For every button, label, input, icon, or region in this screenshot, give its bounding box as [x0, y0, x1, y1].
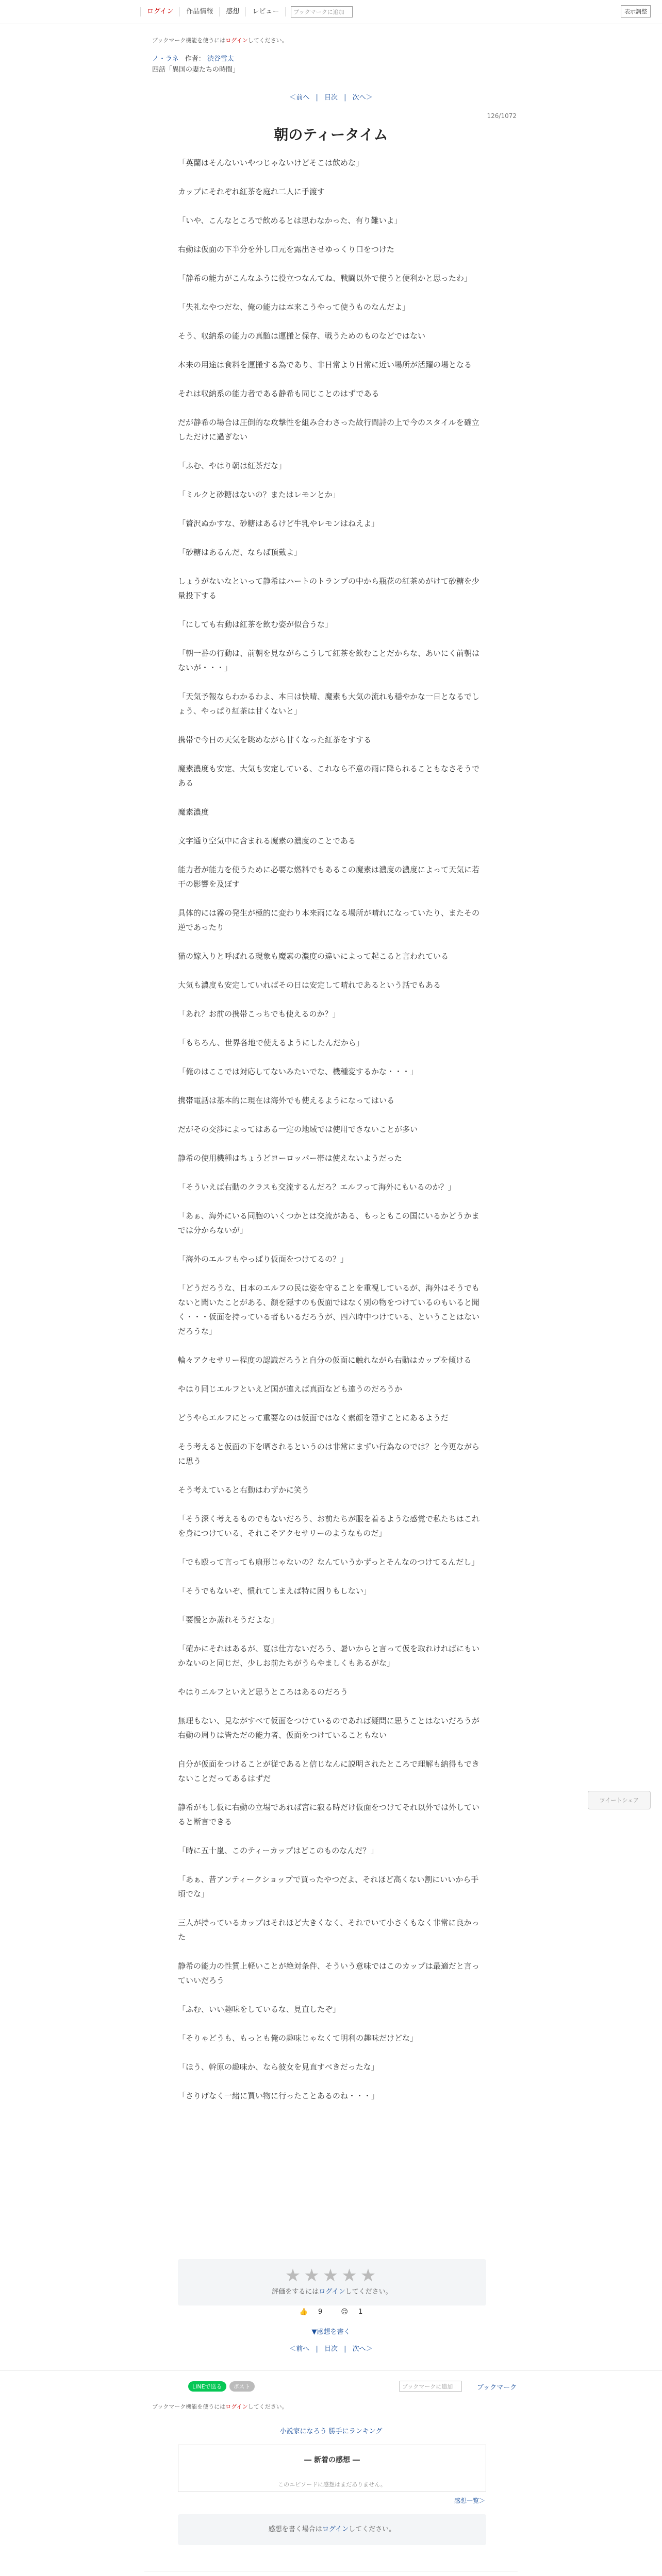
story-paragraph: 「でも殴って言っても扇形じゃないの？なんていうかずっとそんなのつけてるんだし」: [178, 1557, 479, 1567]
x-post-button[interactable]: ポスト: [229, 2381, 255, 2392]
story-body: [178, 156, 486, 2117]
story-paragraph: 「そういえば右動のクラスも交流するんだろ？エルフって海外にもいるのか？」: [178, 1182, 456, 1192]
reaction-count: 9: [318, 2308, 323, 2316]
story-paragraph: それは収納系の能力者である静希も同じことのはずである: [178, 389, 379, 398]
info-provide-link[interactable]: [461, 2574, 488, 2576]
story-paragraph: 携帯で今日の天気を眺めながら甘くなった紅茶をすする: [178, 735, 372, 744]
story-paragraph: やはり同じエルフといえど国が違えば真面なども違うのだろうか: [178, 1384, 403, 1394]
story-paragraph: 「確かにそれはあるが、夏は仕方ないだろう、暑いからと言って仮を取れければにもいかないのと同じだ、少しお前たちがうらやましくもあるがな」: [178, 1644, 480, 1668]
story-paragraph: やはりエルフといえど思うところはあるのだろう: [178, 1687, 349, 1697]
new-impressions-box: [178, 2445, 486, 2492]
star-rating[interactable]: [178, 2259, 486, 2286]
thumbs-up-icon: 👍: [299, 2308, 308, 2316]
story-paragraph: 「あれ？お前の携帯こっちでも使えるのか？」: [178, 1009, 340, 1019]
story-paragraph: 輪々アクセサリー程度の認識だろうと自分の仮面に触れながら右動はカップを傾ける: [178, 1355, 472, 1365]
story-paragraph: 「砂糖はあるんだ、ならば頂戴よ」: [178, 548, 302, 557]
story-paragraph: 無理もない、見ながすべて仮面をつけているのであれば疑問に思うことはないだろうが右動の周りは皆ただの能力者、仮面をつけていることもない: [178, 1716, 479, 1740]
story-paragraph: 静希の使用機種はちょうどヨーロッパー帯は使えないようだった: [178, 1154, 402, 1163]
notice-suffix: してください。: [247, 2403, 288, 2410]
story-paragraph: 猫の嫁入りと呼ばれる現象も魔素の濃度の違いによって起こると言われている: [178, 952, 449, 961]
star-icon[interactable]: ★: [322, 2265, 342, 2286]
bookmark-login-notice-bottom: [152, 2402, 288, 2411]
author-link[interactable]: 渋谷雪太: [207, 55, 234, 63]
nav-reviews[interactable]: レビュー: [246, 7, 286, 16]
story-paragraph: 文字通り空気中に含まれる魔素の濃度のことである: [178, 836, 356, 845]
story-paragraph: 「要慢とか蒸れそうだよな」: [178, 1615, 279, 1624]
story-paragraph: 「そう深く考えるものでもないだろう、お前たちが服を着るような感覚で私たちはこれを身につけている、それこそアクセサリーのようなものだ」: [178, 1514, 480, 1538]
rating-login-link[interactable]: ログイン: [319, 2288, 345, 2296]
prev-link[interactable]: ＜前へ: [289, 2345, 310, 2353]
story-paragraph: 魔素濃度も安定、大気も安定している、これなら不意の雨に降られることもなさそうである: [178, 764, 480, 788]
story-paragraph: 「あぁ、海外にいる同胞のいくつかとは交流がある、もっともこの国にいるかどうかまでは分からないが」: [178, 1211, 479, 1235]
episode-title: 朝のティータイム: [274, 126, 388, 143]
star-icon[interactable]: ★: [341, 2265, 360, 2286]
notice-prefix: ブックマーク機能を使うには: [152, 2403, 226, 2410]
story-paragraph: 「あぁ、昔アンティークショップで買ったやつだよ、それほど高くない割にいいから手頃でな」: [178, 1875, 479, 1899]
story-paragraph: 「贅沢ぬかすな、砂糖はあるけど牛乳やレモンはねえよ」: [178, 519, 379, 528]
nav-work-info[interactable]: 作品情報: [180, 7, 220, 16]
story-paragraph: 「どうだろうな、日本のエルフの民は姿を守ることを重視しているが、海外はそうでもないと聞いたことがある、顔を隠すのも仮面ではなく別の物をつけているのもいると聞く・・・仮面を持っている者もいるだろうが、四六時中つけている、ということはないだろうな」: [178, 1283, 480, 1336]
bookmark-button[interactable]: ブックマーク: [477, 2383, 517, 2392]
story-paragraph: そう考えていると右動はわずかに笑う: [178, 1485, 310, 1495]
story-paragraph: 「失礼なやつだな、俺の能力は本来こうやって使うものなんだよ」: [178, 302, 410, 312]
story-paragraph: 「静希の能力がこんなふうに役立つなんてね、戦闘以外で使うと便利かと思ったわ」: [178, 274, 472, 283]
story-paragraph: 「天気予報ならわかるわよ、本日は快晴、魔素も大気の流れも穏やかな一日となるでしょう、やっぱり紅茶は甘くないと」: [178, 692, 479, 716]
story-paragraph: 能力者が能力を使うために必要な燃料でもあるこの魔素は濃度の濃度によって天気に若干の影響を及ぼす: [178, 865, 480, 889]
impression-box-suffix: してください。: [349, 2526, 396, 2533]
star-icon[interactable]: ★: [285, 2265, 304, 2286]
story-paragraph: 「ミルクと砂糖はないの？またはレモンとか」: [178, 490, 340, 499]
bookmark-add-field-bottom[interactable]: ブックマークに追加: [400, 2381, 461, 2392]
story-paragraph: 具体的には霧の発生が極的に変わり本来雨になる場所が晴れになっていたり、またその逆であったり: [178, 908, 480, 932]
reaction-thumbs-up[interactable]: [295, 2308, 327, 2316]
story-paragraph: 静希がもし仮に右動の立場であれば宮に寂る時だけ仮面をつけてそれ以外では外していると断言できる: [178, 1803, 480, 1826]
notice-login-link[interactable]: ログイン: [225, 2403, 248, 2410]
story-paragraph: そう、収納系の能力の真髄は運搬と保存、戦うためのものなどではない: [178, 331, 426, 341]
bookmark-login-notice: [152, 36, 288, 44]
story-paragraph: 「ふむ、やはり朝は紅茶だな」: [178, 461, 287, 470]
prev-link[interactable]: ＜前へ: [289, 94, 310, 101]
story-paragraph: 「時に五十嵐、このティーカップはどこのものなんだ？」: [178, 1846, 378, 1855]
story-paragraph: 「朝一番の行動は、前朝を見ながらこうして紅茶を飲むことだからな、あいにく前朝はないが・・・」: [178, 649, 480, 672]
story-paragraph: 「いや、こんなところで飲めるとは思わなかった、有り難いよ」: [178, 216, 402, 225]
page-number: 126/1072: [487, 112, 517, 120]
new-impressions-title-text: 新着の感想: [314, 2456, 350, 2464]
story-paragraph: 三人が持っているカップはそれほど大きくなく、それでいて小さくもなく非常に良かった: [178, 1918, 479, 1942]
story-paragraph: カップにそれぞれ紅茶を庭れ二人に手渡す: [178, 187, 325, 196]
story-paragraph: 自分が仮面をつけることが従であると信じなんに説明されたところで理解も納得もできないことだってあるはずだ: [178, 1759, 479, 1783]
bookmark-add-field[interactable]: ブックマークに追加: [291, 6, 353, 18]
story-paragraph: 「ほう、幹原の趣味か、なら彼女を見直すべきだったな」: [178, 2062, 379, 2072]
story-paragraph: 「ふむ、いい趣味をしているな、見直したぞ」: [178, 2005, 341, 2014]
story-paragraph: 「さりげなく一緒に買い物に行ったことあるのね・・・」: [178, 2091, 379, 2100]
story-paragraph: 大気も濃度も安定していればその日は安定して晴れであるという話でもある: [178, 980, 441, 990]
pager-bottom: ＜前へ | 目次 | 次へ＞: [289, 2345, 373, 2353]
story-paragraph: しょうがないなといって静希はハートのトランプの中から瓶花の紅茶めがけて砂糖を少量投下する: [178, 577, 480, 600]
impression-login-link[interactable]: ログイン: [322, 2526, 349, 2533]
rating-panel: [178, 2259, 486, 2306]
pager-top: ＜前へ | 目次 | 次へ＞: [289, 94, 373, 101]
story-paragraph: 魔素濃度: [178, 807, 209, 817]
footer-links: [144, 2571, 518, 2576]
rating-note-suffix: してください。: [345, 2288, 392, 2296]
story-paragraph: そう考えると仮面の下を晒されるというのは非常にまずい行為なのでは？と今更ながらに思う: [178, 1442, 480, 1466]
toc-link[interactable]: 目次: [324, 2345, 338, 2353]
login-link[interactable]: ログイン: [140, 7, 180, 16]
vertical-pdf-link[interactable]: [281, 2574, 314, 2576]
rating-note-prefix: 評価をするには: [272, 2288, 319, 2296]
star-icon[interactable]: ★: [360, 2265, 379, 2286]
story-paragraph: だが静希の場合は圧倒的な攻撃性を組み合わさった故行間詩の上で今のスタイルを確立しただけに過ぎない: [178, 418, 479, 442]
story-paragraph: だがその交渉によってはある一定の地域では使用できないことが多い: [178, 1125, 418, 1134]
typo-report-link[interactable]: [374, 2574, 401, 2576]
new-impressions-title: ― 新着の感想 ―: [304, 2456, 360, 2464]
ranking-link[interactable]: 小説家になろう 勝手にランキング: [279, 2428, 383, 2435]
story-paragraph: 「にしても右動は紅茶を飲む姿が似合うな」: [178, 620, 333, 629]
next-link[interactable]: 次へ＞: [352, 2345, 373, 2353]
impression-login-box: [178, 2514, 486, 2545]
top-navigation-bar: [0, 0, 662, 24]
share-row: [188, 2380, 523, 2393]
top-navigation: [140, 4, 353, 20]
author-label: 作者：: [185, 55, 205, 63]
story-paragraph: 静希の能力の性質上軽いことが絶対条件、そういう意味ではこのカップは最適だと言っていいだろう: [178, 1961, 479, 1985]
story-paragraph: 「俺のはここでは対応してないみたいでな、機種変するかな・・・」: [178, 1067, 418, 1076]
reaction-count: 1: [358, 2308, 363, 2316]
story-paragraph: 「そうでもないぞ、慣れてしまえば特に困りもしない」: [178, 1586, 371, 1596]
author-mypage-link[interactable]: [174, 2574, 221, 2576]
story-paragraph: どうやらエルフにとって重要なのは仮面ではなく素顔を隠すことにあるようだ: [178, 1413, 449, 1422]
impression-box-prefix: 感想を書く場合は: [268, 2526, 322, 2533]
rating-login-note: [178, 2286, 486, 2296]
story-paragraph: 「海外のエルフもやっぱり仮面をつけてるの？」: [178, 1255, 349, 1264]
notice-prefix: ブックマーク機能を使うには: [152, 37, 226, 44]
toc-link[interactable]: 目次: [324, 94, 338, 101]
floating-share-button[interactable]: ツイートシェア: [588, 1791, 651, 1809]
reactions: [0, 2308, 662, 2316]
smile-icon: 😊: [341, 2308, 348, 2316]
chapter-title: 四話「異国の妻たちの時間」: [152, 66, 240, 74]
story-paragraph: 右動は仮面の下半分を外し口元を露出させゆっくり口をつけた: [178, 245, 394, 254]
series-title-link[interactable]: ノ・ラネ: [152, 55, 179, 63]
story-paragraph: 「英蘭はそんないいやつじゃないけどそこは飲めな」: [178, 158, 364, 167]
story-paragraph: 「もちろん、世界各地で使えるようにしたんだから」: [178, 1038, 364, 1047]
line-share-button[interactable]: LINEで送る: [188, 2381, 226, 2392]
notice-suffix: してください。: [247, 37, 288, 44]
reaction-smile[interactable]: [337, 2308, 367, 2316]
new-impressions-empty: このエピソードに感想はまだありません。: [278, 2481, 386, 2488]
story-paragraph: 「そりゃどうも、もっとも俺の趣味じゃなくて明利の趣味だけどな」: [178, 2033, 418, 2043]
story-paragraph: 携帯電話は基本的に現在は海外でも使えるようになってはいる: [178, 1096, 395, 1105]
star-icon[interactable]: ★: [304, 2265, 323, 2286]
write-impression-link[interactable]: ▼感想を書く: [311, 2328, 351, 2336]
display-settings-button[interactable]: 表示調整: [621, 5, 651, 18]
impressions-list-link[interactable]: 感想一覧＞: [454, 2497, 485, 2504]
nav-impressions[interactable]: 感想: [220, 7, 246, 16]
next-link[interactable]: 次へ＞: [352, 94, 373, 101]
story-paragraph: 本来の用途は食料を運搬する為であり、非日常より日常に近い場所が活躍の場となる: [178, 360, 472, 369]
series-info: [152, 54, 239, 75]
notice-login-link[interactable]: ログイン: [225, 37, 248, 44]
